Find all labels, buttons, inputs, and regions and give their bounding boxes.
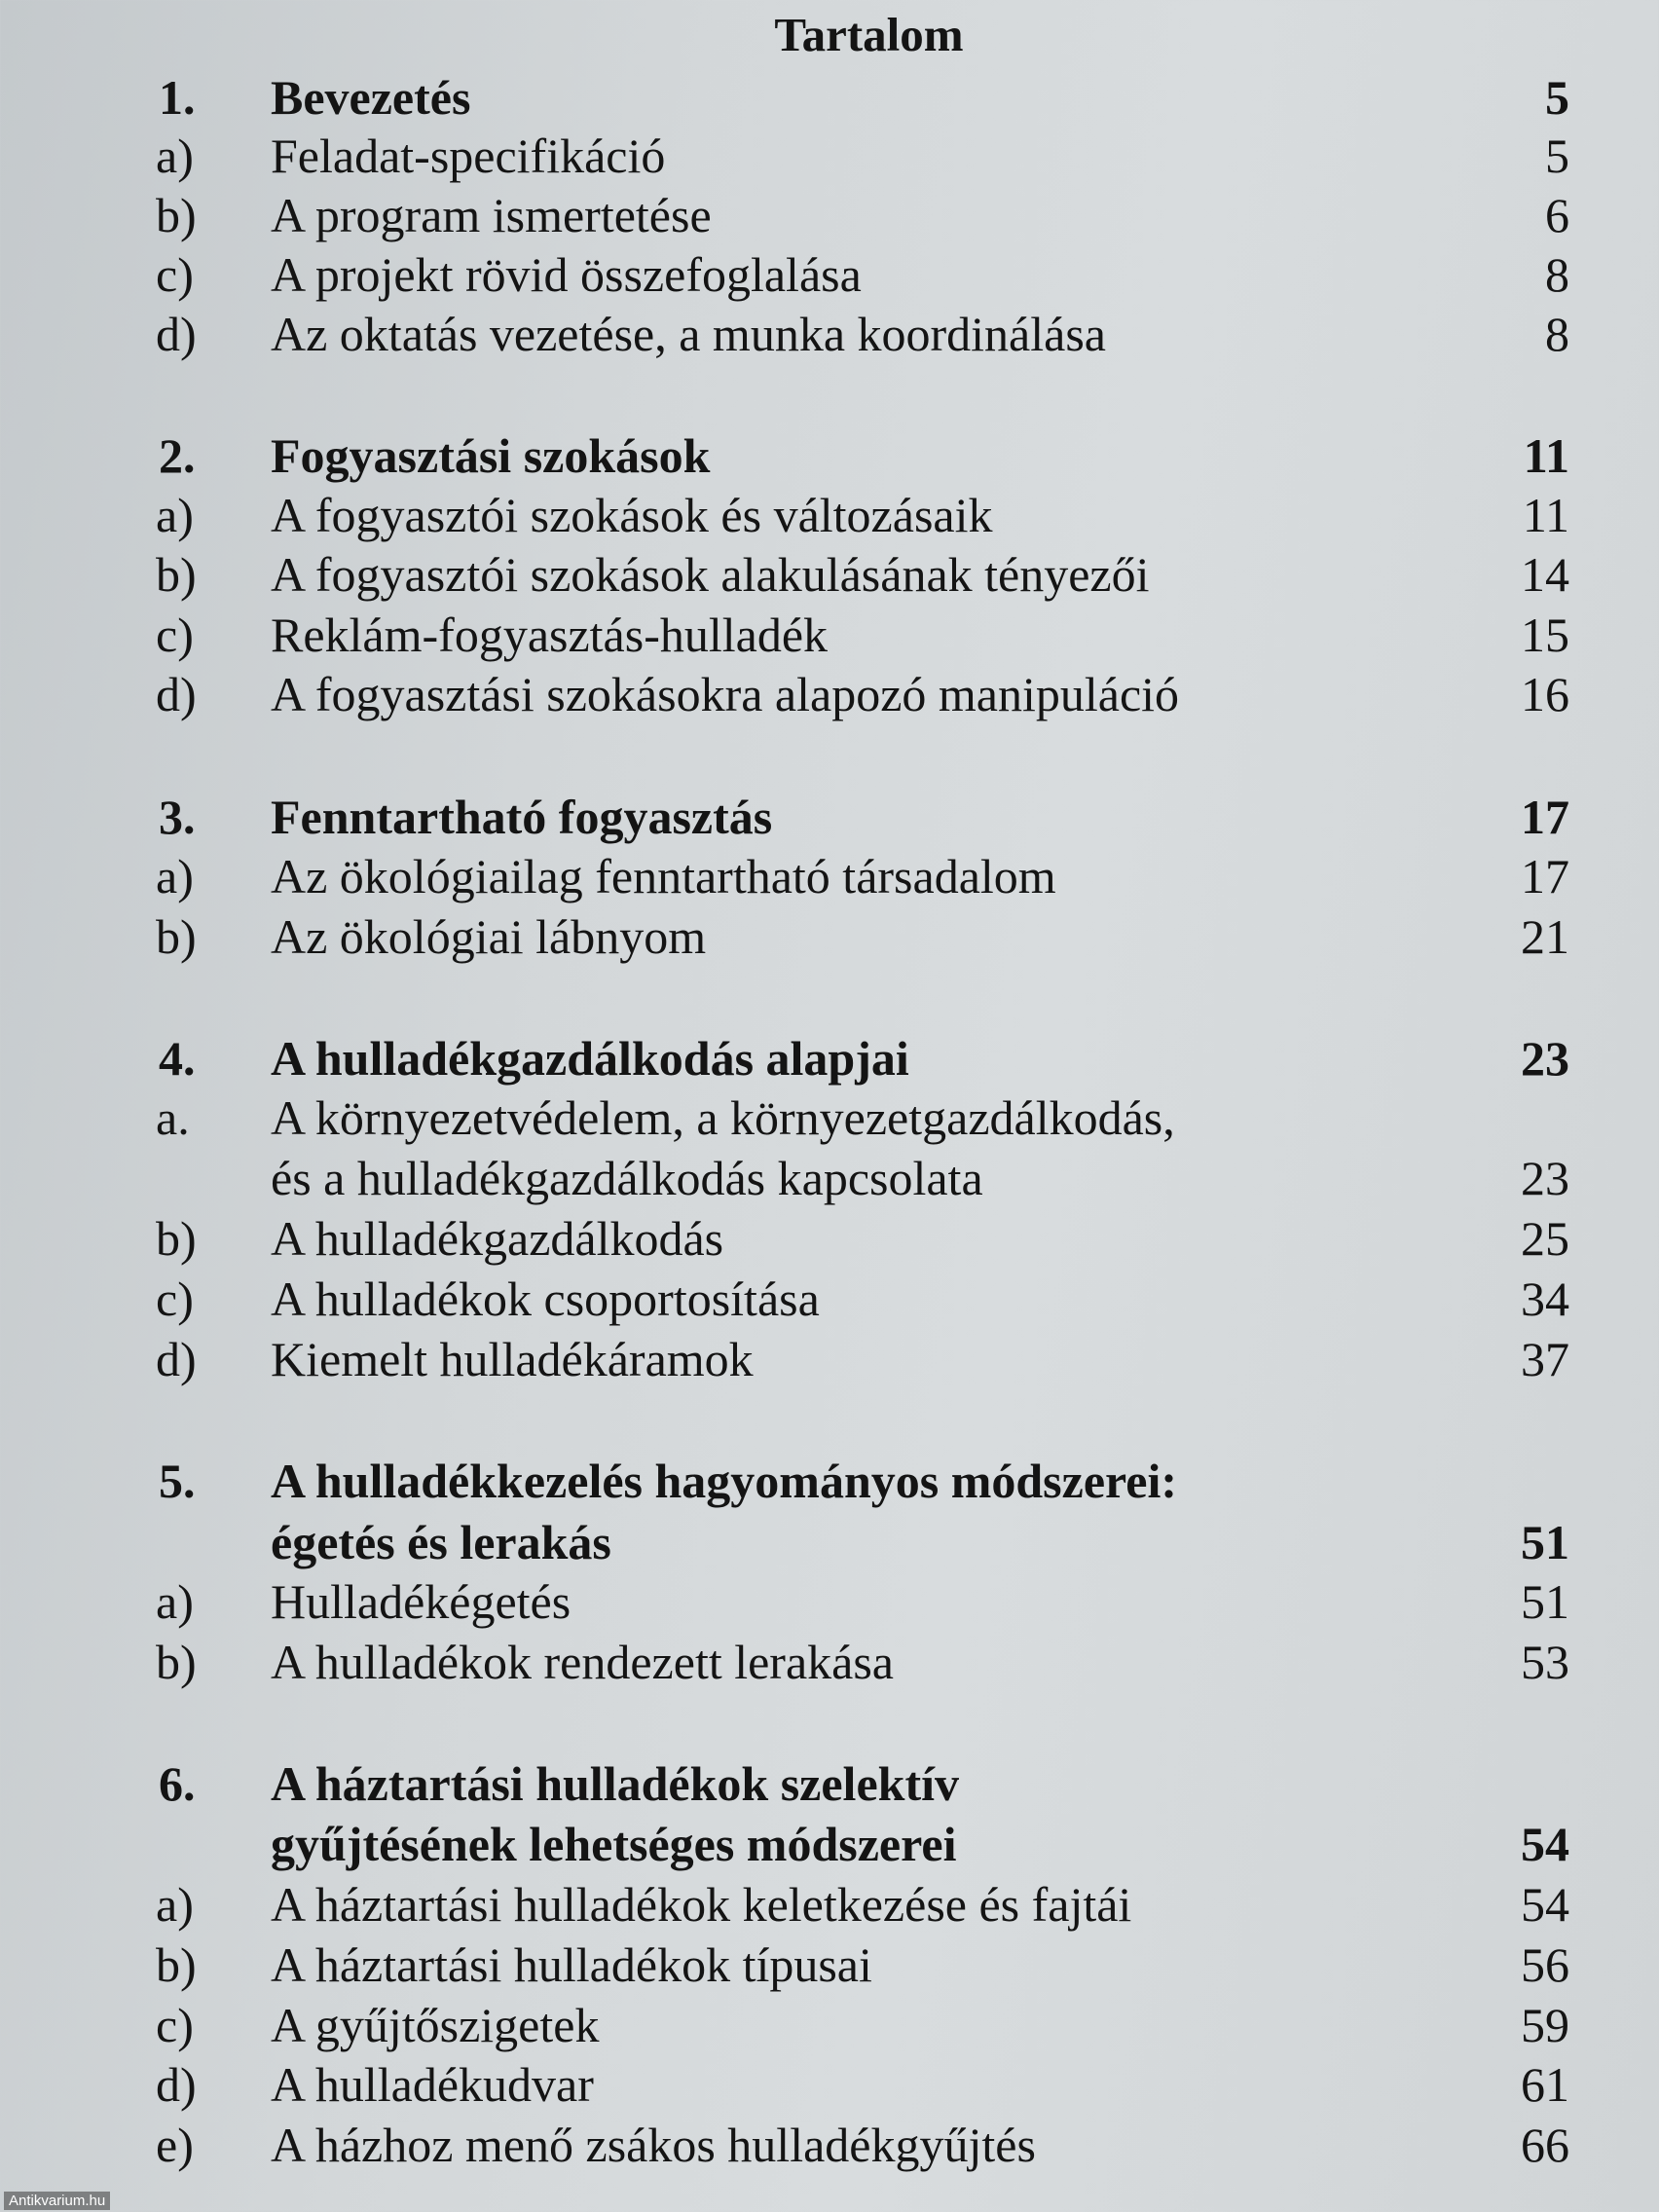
toc-title: A háztartási hulladékok szelektív [271, 1756, 959, 1811]
toc-number: b) [156, 1211, 197, 1266]
toc-title: A hulladékudvar [271, 2057, 594, 2112]
toc-title: A hulladékok csoportosítása [271, 1272, 820, 1326]
toc-section-row[interactable] [0, 1995, 1659, 2055]
toc-page-number: 6 [1545, 188, 1569, 242]
toc-page-number: 25 [1521, 1211, 1569, 1266]
toc-number: c) [156, 608, 194, 662]
toc-page-number: 5 [1545, 70, 1569, 125]
toc-page-number: 23 [1521, 1031, 1569, 1086]
toc-section-row[interactable] [0, 244, 1659, 305]
toc-title: A háztartási hulladékok keletkezése és fajtái [271, 1877, 1132, 1932]
toc-section-row[interactable] [0, 1571, 1659, 1632]
toc-title: A hulladékok rendezett lerakása [271, 1635, 894, 1689]
toc-section-row[interactable] [0, 1329, 1659, 1389]
toc-number: c) [156, 247, 194, 302]
toc-title: Az ökológiai lábnyom [271, 909, 707, 964]
toc-title: A fogyasztási szokásokra alapozó manipuláció [271, 667, 1180, 721]
toc-chapter-row[interactable] [0, 1028, 1659, 1088]
toc-section-row[interactable] [0, 2115, 1659, 2175]
toc-section-row[interactable] [0, 1148, 1659, 1208]
toc-chapter-row[interactable] [0, 1512, 1659, 1572]
toc-page-number: 8 [1545, 307, 1569, 361]
toc-title: A fogyasztói szokások és változásaik [271, 488, 993, 542]
toc-number: a) [156, 1877, 194, 1932]
toc-number: b) [156, 1635, 197, 1689]
toc-page-number: 15 [1521, 608, 1569, 662]
toc-page-number: 8 [1545, 247, 1569, 302]
toc-number: 4. [159, 1031, 196, 1086]
toc-number: c) [156, 1998, 194, 2052]
toc-section-row[interactable] [0, 304, 1659, 364]
toc-chapter-row[interactable] [0, 425, 1659, 486]
toc-number: c) [156, 1272, 194, 1326]
toc-title: égetés és lerakás [271, 1515, 611, 1569]
toc-page-number: 59 [1521, 1998, 1569, 2052]
toc-title: Fogyasztási szokások [271, 428, 711, 483]
toc-number: b) [156, 547, 197, 602]
toc-page-number: 23 [1521, 1151, 1569, 1205]
toc-number: 3. [159, 790, 196, 844]
toc-title: A hulladékgazdálkodás [271, 1211, 724, 1266]
toc-title: A hulladékgazdálkodás alapjai [271, 1031, 909, 1086]
toc-title: Fenntartható fogyasztás [271, 790, 773, 844]
toc-title: A program ismertetése [271, 188, 712, 242]
toc-page-number: 66 [1521, 2118, 1569, 2172]
toc-title: gyűjtésének lehetséges módszerei [271, 1817, 957, 1871]
toc-page-number: 56 [1521, 1937, 1569, 1992]
toc-title: Reklám-fogyasztás-hulladék [271, 608, 829, 662]
toc-page-number: 54 [1521, 1877, 1569, 1932]
toc-number: d) [156, 667, 197, 721]
toc-section-row[interactable] [0, 544, 1659, 605]
watermark: Antikvarium.hu [4, 2192, 110, 2210]
toc-title: Az oktatás vezetése, a munka koordinálása [271, 307, 1106, 361]
toc-number: e) [156, 2118, 194, 2172]
toc-page-number: 17 [1521, 790, 1569, 844]
toc-number: d) [156, 2057, 197, 2112]
toc-section-row[interactable] [0, 2054, 1659, 2115]
toc-number: 5. [159, 1454, 196, 1508]
toc-title: A projekt rövid összefoglalása [271, 247, 862, 302]
toc-title: A házhoz menő zsákos hulladékgyűjtés [271, 2118, 1036, 2172]
toc-section-row[interactable] [0, 1208, 1659, 1269]
toc-title: A fogyasztói szokások alakulásának tényezői [271, 547, 1150, 602]
toc-section-row[interactable] [0, 1269, 1659, 1329]
toc-title: Az ökológiailag fenntartható társadalom [271, 849, 1056, 903]
toc-section-row[interactable] [0, 664, 1659, 724]
toc-page-number: 51 [1521, 1515, 1569, 1569]
toc-section-row[interactable] [0, 485, 1659, 545]
toc-number: 6. [159, 1756, 196, 1811]
toc-section-row[interactable] [0, 1632, 1659, 1692]
toc-number: b) [156, 188, 197, 242]
toc-page-number: 11 [1523, 428, 1569, 483]
toc-number: d) [156, 1332, 197, 1386]
toc-page-number: 51 [1521, 1574, 1569, 1629]
toc-section-row[interactable] [0, 126, 1659, 186]
toc-section-row[interactable] [0, 185, 1659, 245]
toc-number: b) [156, 909, 197, 964]
toc-chapter-row[interactable] [0, 787, 1659, 847]
toc-page-number: 37 [1521, 1332, 1569, 1386]
toc-section-row[interactable] [0, 605, 1659, 665]
toc-number: a) [156, 1574, 194, 1629]
toc-chapter-row[interactable] [0, 1753, 1659, 1814]
toc-chapter-row[interactable] [0, 1451, 1659, 1511]
toc-section-row[interactable] [0, 1935, 1659, 1995]
toc-section-row[interactable] [0, 1874, 1659, 1935]
toc-page-number: 5 [1545, 129, 1569, 183]
toc-page-number: 34 [1521, 1272, 1569, 1326]
toc-number: a) [156, 849, 194, 903]
page-title: Tartalom [774, 8, 964, 61]
toc-section-row[interactable] [0, 906, 1659, 967]
toc-page-number: 14 [1521, 547, 1569, 602]
toc-title: Kiemelt hulladékáramok [271, 1332, 754, 1386]
toc-number: d) [156, 307, 197, 361]
toc-title: A hulladékkezelés hagyományos módszerei: [271, 1454, 1178, 1508]
toc-section-row[interactable] [0, 846, 1659, 906]
toc-page-number: 53 [1521, 1635, 1569, 1689]
toc-title: és a hulladékgazdálkodás kapcsolata [271, 1151, 983, 1205]
toc-title: Bevezetés [271, 70, 471, 125]
toc-number: a. [156, 1090, 190, 1145]
toc-number: a) [156, 129, 194, 183]
toc-title: Feladat-specifikáció [271, 129, 666, 183]
toc-number: 2. [159, 428, 196, 483]
toc-page-number: 16 [1521, 667, 1569, 721]
toc-title: A gyűjtőszigetek [271, 1998, 600, 2052]
toc-title: Hulladékégetés [271, 1574, 571, 1629]
toc-section-row[interactable] [0, 1088, 1659, 1148]
toc-page-number: 61 [1521, 2057, 1569, 2112]
toc-page-number: 21 [1521, 909, 1569, 964]
toc-number: 1. [159, 70, 196, 125]
toc-page-number: 17 [1521, 849, 1569, 903]
toc-chapter-row[interactable] [0, 67, 1659, 128]
toc-page-number: 54 [1521, 1817, 1569, 1871]
toc-chapter-row[interactable] [0, 1814, 1659, 1874]
toc-number: a) [156, 488, 194, 542]
toc-title: A háztartási hulladékok típusai [271, 1937, 872, 1992]
toc-number: b) [156, 1937, 197, 1992]
toc-page-number: 11 [1522, 488, 1569, 542]
toc-title: A környezetvédelem, a környezetgazdálkodás, [271, 1090, 1175, 1145]
